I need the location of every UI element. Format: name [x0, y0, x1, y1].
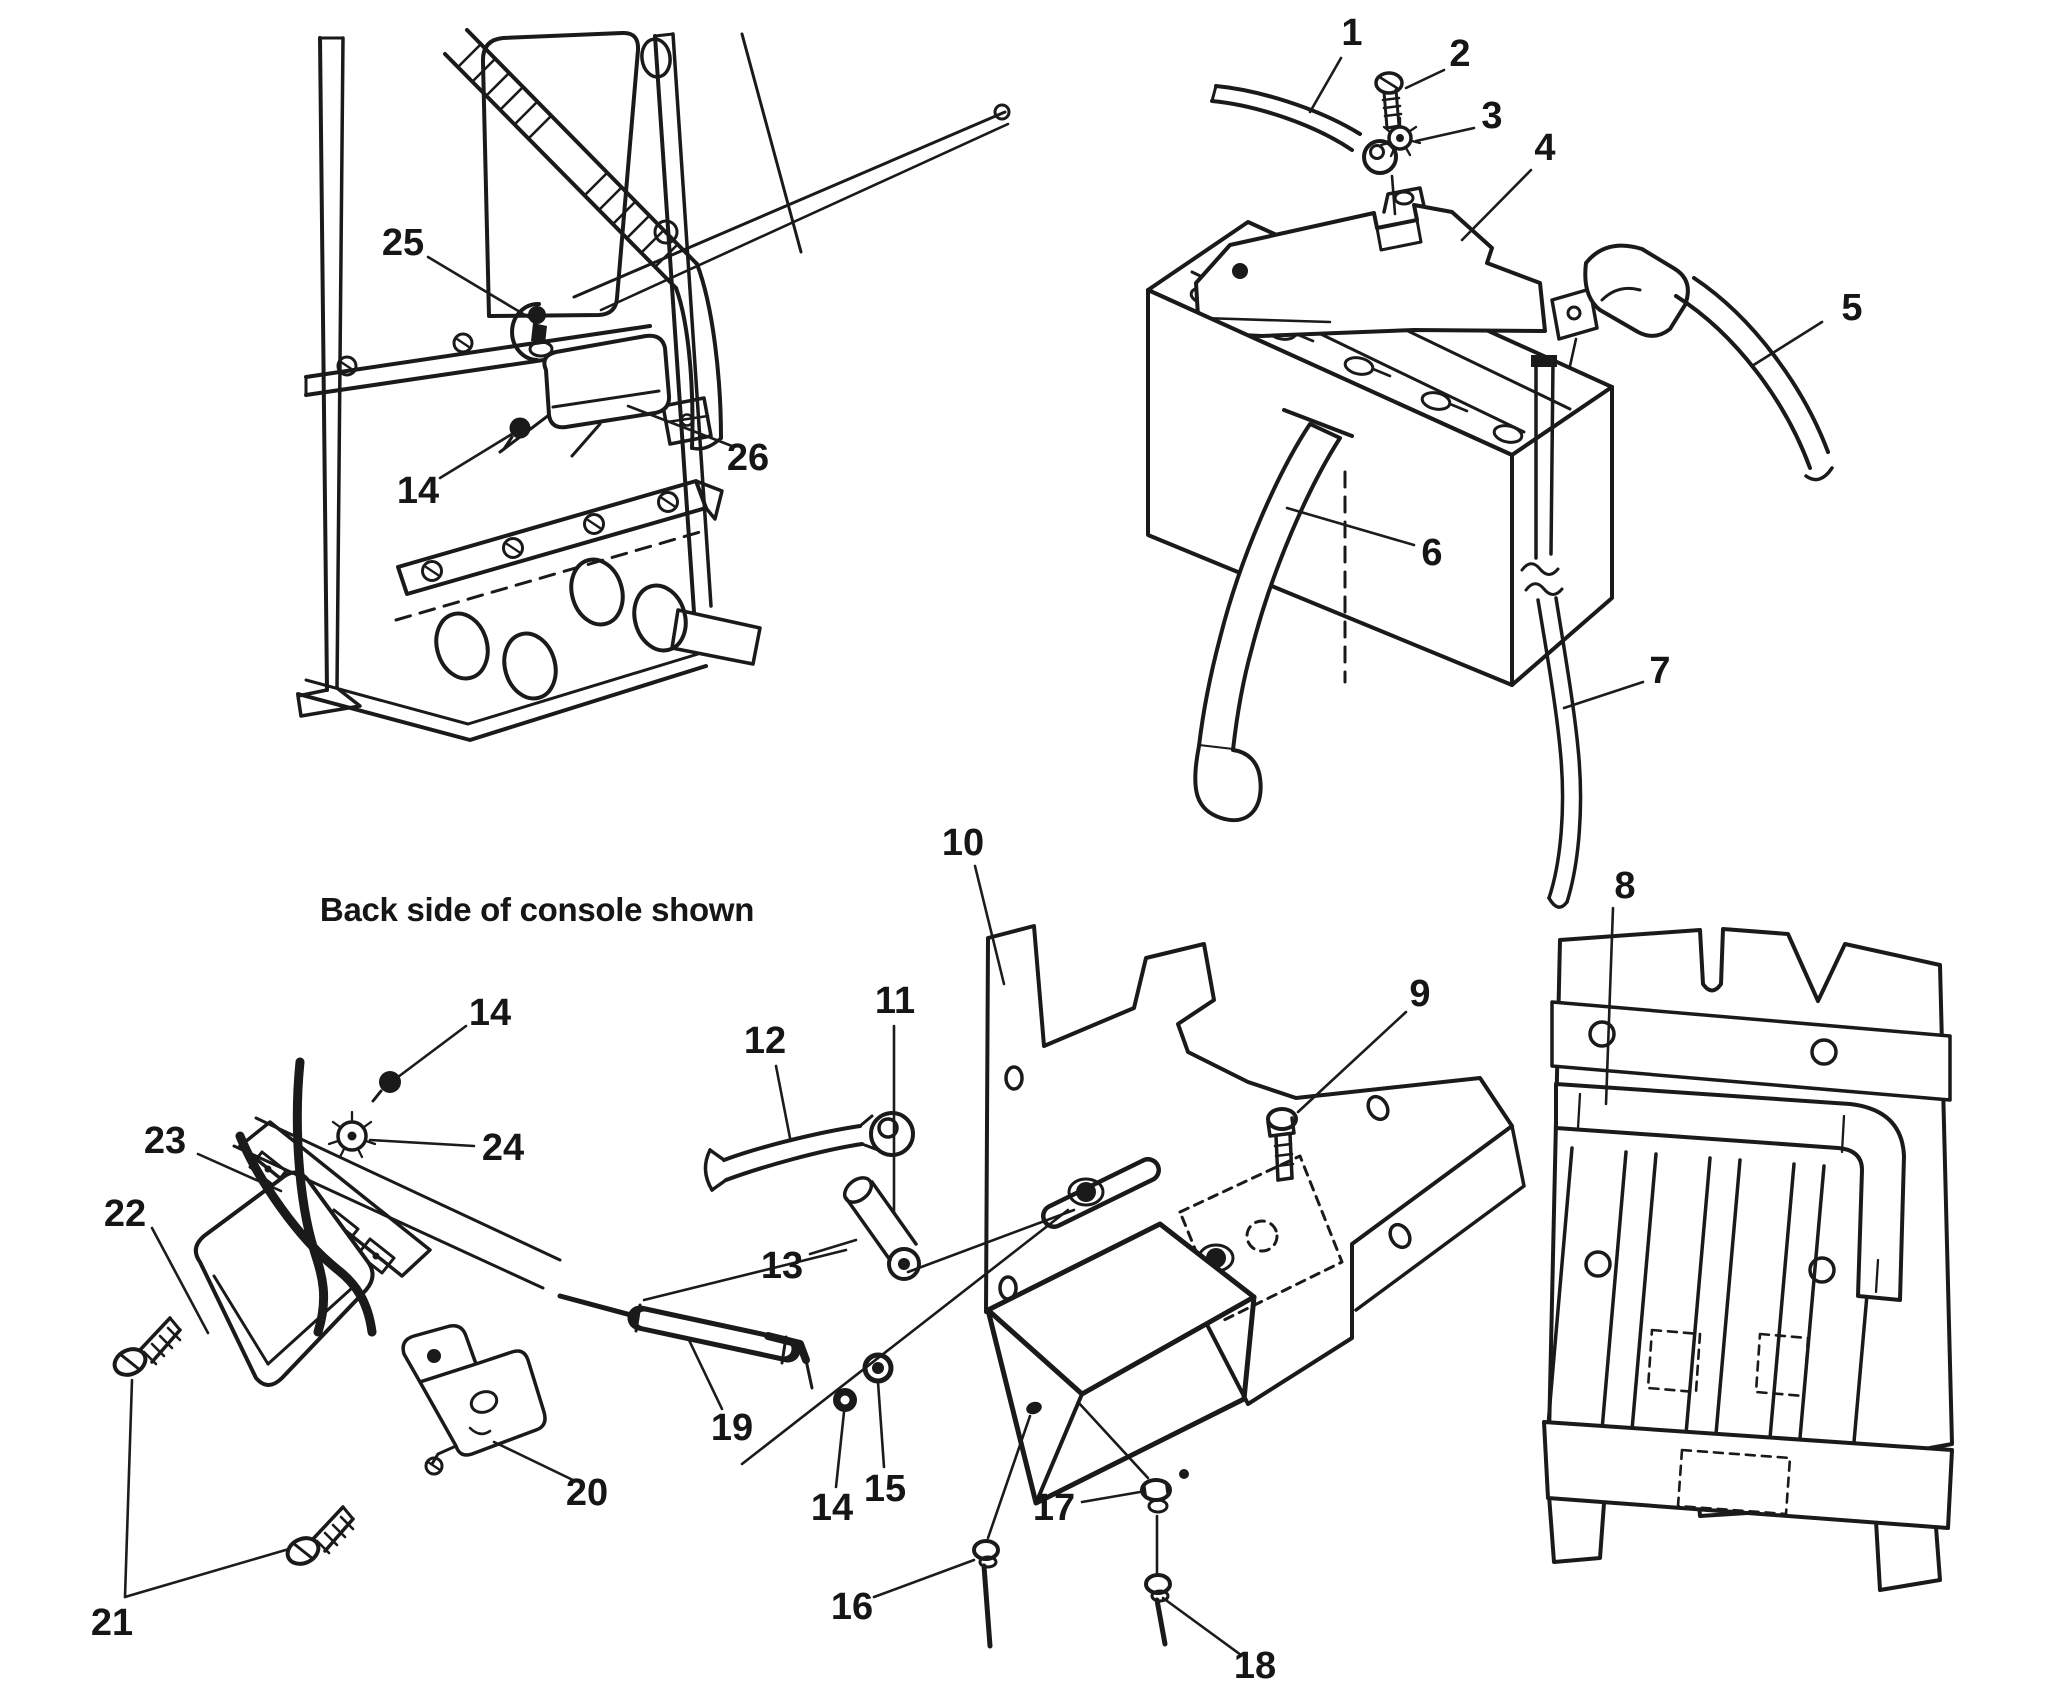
leader-line [874, 1560, 974, 1597]
star-nut-24 [329, 1112, 375, 1157]
leader-line [440, 434, 512, 478]
callout-18 [1163, 1598, 1276, 1687]
screw-21-a [110, 1318, 180, 1380]
callout-label: 12 [743, 1020, 787, 1062]
callout-label: 18 [1233, 1645, 1277, 1687]
callout-label: 20 [565, 1472, 609, 1514]
callout-label: 14 [468, 992, 512, 1034]
callout-7 [1564, 650, 1671, 708]
spacer-13 [840, 1173, 919, 1279]
callout-14 [397, 434, 512, 512]
caption: Back side of console shown [319, 891, 755, 928]
leader-line [1416, 128, 1474, 141]
callout-5 [1752, 287, 1863, 366]
callout-1 [1310, 12, 1363, 112]
leader-line [1564, 682, 1643, 708]
cable-1 [1216, 86, 1360, 134]
callout-label: 3 [1481, 95, 1503, 137]
leader-line [428, 257, 530, 318]
bracket-20 [403, 1326, 545, 1474]
callout-19 [688, 1338, 753, 1449]
callout-label: 9 [1409, 973, 1431, 1015]
callout-20 [494, 1442, 608, 1514]
callout-21 [91, 1380, 289, 1644]
leader-line [494, 1442, 575, 1481]
callout-label: 24 [481, 1127, 525, 1169]
leader-line [1406, 70, 1444, 88]
callout-label: 5 [1841, 287, 1863, 329]
callout-label: 15 [863, 1468, 907, 1510]
leader-line [1163, 1598, 1241, 1655]
callout-label: 1 [1341, 12, 1363, 54]
battery-box-drawing [1544, 929, 1952, 1590]
callout-label: 11 [874, 980, 916, 1022]
callout-label: 25 [381, 222, 425, 264]
leader-line [125, 1380, 132, 1597]
battery-drawing [1148, 73, 1832, 907]
callout-14 [398, 992, 511, 1077]
callout-label: 21 [90, 1602, 134, 1644]
bolt-25 [528, 306, 546, 324]
callout-13 [761, 1240, 856, 1287]
nut-14-frame [510, 418, 531, 439]
callout-4 [1462, 127, 1556, 240]
callout-label: 6 [1421, 532, 1443, 574]
callout-label: 10 [941, 822, 985, 864]
leader-line [1310, 58, 1341, 112]
callout-12 [744, 1020, 790, 1138]
callout-label: 14 [810, 1487, 854, 1529]
callout-2 [1406, 33, 1471, 88]
stud-a [1076, 1182, 1096, 1202]
screw-21-b [283, 1507, 353, 1569]
callout-label: 13 [760, 1245, 804, 1287]
leader-line [776, 1066, 790, 1138]
callout-label: 2 [1449, 33, 1471, 75]
callout-17 [1033, 1487, 1140, 1529]
leader-line [878, 1382, 884, 1467]
console-drawing [110, 1062, 812, 1569]
leader-line [836, 1412, 844, 1487]
leader-line [1462, 170, 1531, 240]
callout-22 [104, 1193, 208, 1333]
callout-label: 14 [396, 470, 440, 512]
callout-label: 17 [1032, 1487, 1076, 1529]
leader-line [370, 1140, 474, 1146]
knurl-hatching [460, 44, 677, 266]
callout-3 [1416, 95, 1503, 141]
nut-17 [1142, 1469, 1189, 1512]
leader-line [1752, 322, 1822, 366]
callout-16 [831, 1560, 974, 1628]
callout-label: 4 [1534, 127, 1556, 169]
frame-section-drawing [298, 30, 1009, 740]
callout-label: 19 [710, 1407, 754, 1449]
callout-label: 8 [1614, 865, 1636, 907]
nut-14-console [379, 1071, 401, 1093]
leader-line [688, 1338, 722, 1409]
callout-label: 26 [726, 437, 770, 479]
bolt-16 [974, 1541, 998, 1646]
callout-15 [864, 1382, 906, 1510]
cable-boot [1585, 246, 1688, 336]
leader-line [125, 1549, 289, 1597]
callout-24 [370, 1127, 524, 1169]
nut-14-bracket [833, 1388, 857, 1412]
callout-11 [875, 980, 915, 1212]
callout-label: 22 [103, 1193, 147, 1235]
callout-14 [811, 1412, 853, 1529]
callout-label: 16 [830, 1586, 874, 1628]
callout-label: 23 [143, 1120, 187, 1162]
callout-label: 7 [1649, 650, 1671, 692]
callout-25 [382, 222, 530, 318]
bolt-18 [1146, 1575, 1170, 1644]
leader-line [1082, 1492, 1140, 1502]
leader-line [398, 1026, 466, 1077]
cable-12 [705, 1113, 913, 1190]
